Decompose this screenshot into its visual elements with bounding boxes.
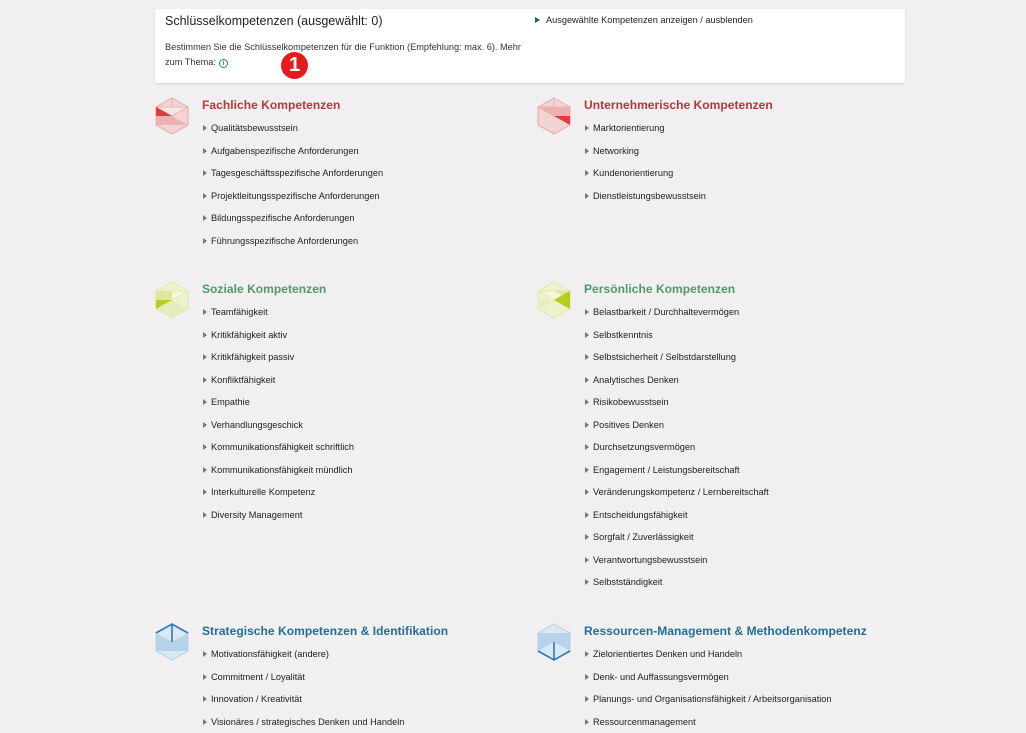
triangle-right-icon — [585, 332, 589, 338]
competency-label: Kommunikationsfähigkeit schriftlich — [211, 442, 354, 452]
triangle-right-icon — [585, 557, 589, 563]
triangle-right-icon — [203, 309, 207, 315]
toggle-link-label: Ausgewählte Kompetenzen anzeigen / ausblenden — [546, 15, 753, 25]
competency-label: Führungsspezifische Anforderungen — [211, 235, 359, 246]
cube-green-right-icon — [537, 281, 571, 319]
competency-item[interactable] — [203, 352, 354, 375]
triangle-right-icon — [203, 148, 207, 154]
cube-red-left-icon — [155, 97, 189, 135]
triangle-right-icon — [203, 377, 207, 383]
section-title: Soziale Kompetenzen — [202, 282, 327, 296]
competency-item[interactable] — [203, 123, 383, 146]
competency-item[interactable] — [203, 672, 404, 695]
competency-item[interactable] — [203, 146, 383, 169]
competency-label: Empathie — [211, 397, 250, 407]
competency-item[interactable] — [203, 236, 383, 259]
triangle-right-icon — [585, 467, 589, 473]
competency-label: Sorgfalt / Zuverlässigkeit — [593, 532, 694, 542]
competency-item[interactable] — [585, 510, 769, 533]
triangle-right-icon — [535, 17, 540, 23]
competency-label: Qualitätsbewusstsein — [211, 123, 298, 133]
triangle-right-icon — [203, 125, 207, 131]
competency-list — [585, 649, 832, 733]
competency-label: Durchsetzungsvermögen — [593, 442, 696, 452]
triangle-right-icon — [585, 512, 589, 518]
competency-item[interactable] — [585, 375, 769, 398]
competency-label: Konfliktfähigkeit — [211, 374, 276, 385]
competency-label: Selbstkenntnis — [593, 329, 653, 340]
triangle-right-icon — [203, 354, 207, 360]
triangle-right-icon — [203, 674, 207, 680]
competency-item[interactable] — [585, 397, 769, 420]
competency-label: Dienstleistungsbewusstsein — [593, 190, 706, 201]
competency-item[interactable] — [585, 442, 769, 465]
competency-label: Positives Denken — [593, 419, 664, 430]
triangle-right-icon — [585, 422, 589, 428]
competency-list — [203, 649, 404, 733]
triangle-right-icon — [203, 422, 207, 428]
triangle-right-icon — [585, 170, 589, 176]
triangle-right-icon — [203, 332, 207, 338]
competency-item[interactable] — [585, 577, 769, 600]
competency-item[interactable] — [203, 330, 354, 353]
triangle-right-icon — [203, 215, 207, 221]
triangle-right-icon — [585, 579, 589, 585]
triangle-right-icon — [203, 399, 207, 405]
triangle-right-icon — [585, 444, 589, 450]
competency-label: Interkulturelle Kompetenz — [211, 487, 316, 497]
competency-label: Selbstsicherheit / Selbstdarstellung — [593, 352, 736, 362]
competency-item[interactable] — [585, 123, 706, 146]
competency-item[interactable] — [203, 717, 404, 733]
competency-label: Verhandlungsgeschick — [211, 419, 303, 430]
triangle-right-icon — [203, 719, 207, 725]
competency-list — [585, 307, 769, 600]
triangle-right-icon — [585, 489, 589, 495]
triangle-right-icon — [585, 148, 589, 154]
competency-label: Verantwortungsbewusstsein — [593, 554, 708, 565]
cube-blue-top-icon — [155, 623, 189, 661]
triangle-right-icon — [585, 719, 589, 725]
panel-description — [165, 40, 525, 70]
triangle-right-icon — [203, 238, 207, 244]
triangle-right-icon — [585, 674, 589, 680]
competency-label: Engagement / Leistungsbereitschaft — [593, 464, 740, 475]
competency-label: Selbstständigkeit — [593, 577, 663, 587]
competency-label: Veränderungskompetenz / Lernbereitschaft — [593, 487, 769, 497]
competency-item[interactable] — [203, 487, 354, 510]
competency-list — [203, 307, 354, 532]
competency-label: Denk- und Auffassungsvermögen — [593, 671, 729, 682]
triangle-right-icon — [585, 399, 589, 405]
competency-item[interactable] — [203, 420, 354, 443]
competency-item[interactable] — [585, 146, 706, 169]
section-title: Ressourcen-Management & Methodenkompetenz — [584, 624, 867, 638]
competency-list — [585, 123, 706, 213]
triangle-right-icon — [203, 193, 207, 199]
competency-label: Motivationsfähigkeit (andere) — [211, 649, 329, 659]
competency-item[interactable] — [585, 465, 769, 488]
competency-label: Innovation / Kreativität — [211, 694, 302, 704]
competency-label: Visionäres / strategisches Denken und Handeln — [211, 716, 405, 727]
competency-label: Planungs- und Organisationsfähigkeit / Arbeitsorganisation — [593, 694, 832, 704]
competency-item[interactable] — [585, 672, 832, 695]
annotation-marker-badge: 1 — [281, 52, 308, 79]
triangle-right-icon — [203, 170, 207, 176]
triangle-right-icon — [203, 489, 207, 495]
triangle-right-icon — [585, 534, 589, 540]
competency-label: Analytisches Denken — [593, 374, 679, 385]
competency-label: Commitment / Loyalität — [211, 671, 305, 682]
section-title: Fachliche Kompetenzen — [202, 98, 341, 112]
competency-label: Tagesgeschäftsspezifische Anforderungen — [211, 168, 384, 178]
competency-item[interactable] — [585, 352, 769, 375]
cube-red-right-icon — [537, 97, 571, 135]
competency-label: Networking — [593, 145, 639, 156]
competency-item[interactable] — [585, 555, 769, 578]
triangle-right-icon — [585, 193, 589, 199]
competency-item[interactable] — [585, 168, 706, 191]
toggle-selected-competencies-link[interactable] — [535, 15, 753, 25]
competency-item[interactable] — [203, 213, 383, 236]
competency-label: Kritikfähigkeit aktiv — [211, 329, 288, 340]
competency-item[interactable] — [203, 375, 354, 398]
cube-green-left-icon — [155, 281, 189, 319]
competency-label: Kundenorientierung — [593, 168, 674, 178]
description-text: Bestimmen Sie die Schlüsselkompetenzen für die Funktion (Empfehlung: max. 6). Mehr zum Thema: — [165, 42, 521, 67]
cube-blue-bottom-icon — [537, 623, 571, 661]
competency-item[interactable] — [203, 397, 354, 420]
competency-item[interactable] — [585, 532, 769, 555]
competency-item[interactable] — [203, 694, 404, 717]
competency-item[interactable] — [585, 307, 769, 330]
competency-label: Entscheidungsfähigkeit — [593, 509, 688, 520]
competency-item[interactable] — [203, 307, 354, 330]
section-title: Strategische Kompetenzen & Identifikation — [202, 624, 449, 638]
competency-label: Bildungsspezifische Anforderungen — [211, 213, 355, 223]
panel-title: Schlüsselkompetenzen (ausgewählt: 0) — [165, 14, 383, 28]
competency-label: Aufgabenspezifische Anforderungen — [211, 145, 359, 156]
competency-label: Kommunikationsfähigkeit mündlich — [211, 464, 353, 475]
competency-label: Projektleitungsspezifische Anforderungen — [211, 190, 380, 201]
competency-label: Ressourcenmanagement — [593, 716, 696, 727]
triangle-right-icon — [585, 354, 589, 360]
competency-label: Diversity Management — [211, 509, 303, 520]
triangle-right-icon — [585, 696, 589, 702]
competency-item[interactable] — [203, 191, 383, 214]
competency-item[interactable] — [585, 694, 832, 717]
competency-item[interactable] — [585, 420, 769, 443]
triangle-right-icon — [203, 512, 207, 518]
triangle-right-icon — [203, 444, 207, 450]
competency-label: Belastbarkeit / Durchhaltevermögen — [593, 307, 740, 317]
competency-item[interactable] — [585, 649, 832, 672]
competency-item[interactable] — [203, 465, 354, 488]
info-icon[interactable]: i — [219, 59, 228, 68]
triangle-right-icon — [203, 696, 207, 702]
section-title: Persönliche Kompetenzen — [584, 282, 736, 296]
triangle-right-icon — [585, 125, 589, 131]
section-title: Unternehmerische Kompetenzen — [584, 98, 773, 112]
competency-label: Teamfähigkeit — [211, 307, 268, 317]
competency-label: Zielorientiertes Denken und Handeln — [593, 649, 743, 659]
competency-label: Marktorientierung — [593, 123, 665, 133]
competency-label: Kritikfähigkeit passiv — [211, 352, 295, 362]
competency-list — [203, 123, 383, 258]
competency-label: Risikobewusstsein — [593, 397, 669, 407]
competency-item[interactable] — [203, 649, 404, 672]
triangle-right-icon — [585, 309, 589, 315]
triangle-right-icon — [585, 377, 589, 383]
competency-item[interactable] — [585, 717, 832, 733]
competency-item[interactable] — [203, 168, 383, 191]
competency-item[interactable] — [585, 487, 769, 510]
key-competencies-panel — [155, 9, 905, 83]
competency-item[interactable] — [585, 191, 706, 214]
triangle-right-icon — [585, 651, 589, 657]
triangle-right-icon — [203, 467, 207, 473]
competency-item[interactable] — [203, 510, 354, 533]
competency-item[interactable] — [203, 442, 354, 465]
triangle-right-icon — [203, 651, 207, 657]
competency-item[interactable] — [585, 330, 769, 353]
